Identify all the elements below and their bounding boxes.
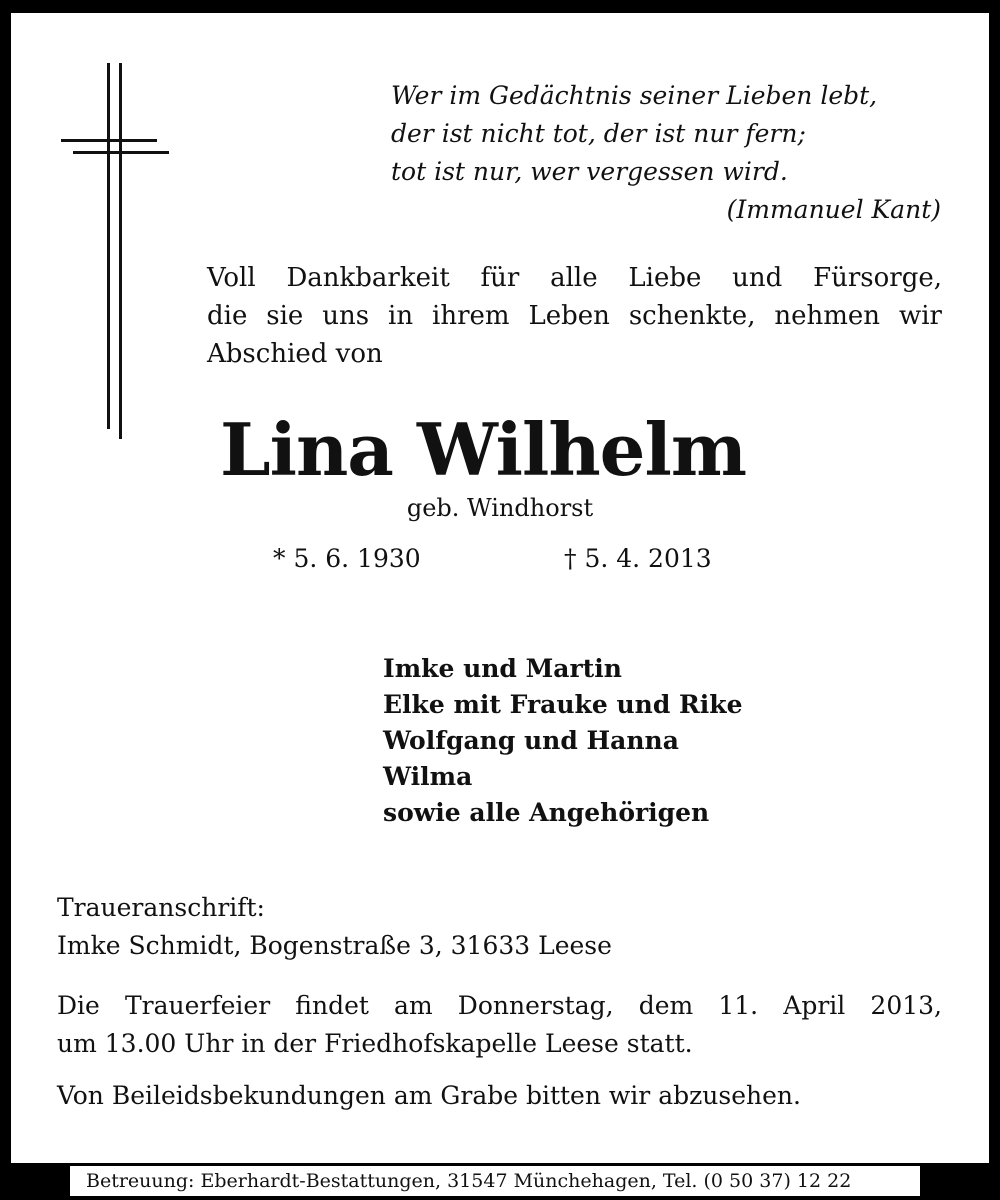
funeral-home-footer — [70, 1166, 920, 1196]
mourner-entry: Wolfgang und Hanna — [383, 726, 679, 755]
intro-line: die sie uns in ihrem Leben schenkte, nehmen wir — [207, 301, 942, 331]
mourner-entry: Imke und Martin — [383, 654, 622, 683]
service-line: Die Trauerfeier findet am Donnerstag, dem 11. April 2013, — [57, 991, 942, 1020]
deceased-name-block — [11, 405, 989, 495]
memorial-quote — [391, 77, 941, 229]
obituary-notice — [11, 13, 989, 1163]
mourner-entry: Wilma — [383, 762, 473, 791]
quote-author: (Immanuel Kant) — [726, 195, 941, 224]
birth-date: * 5. 6. 1930 — [273, 544, 421, 573]
service-info — [57, 987, 942, 1063]
quote-line: tot ist nur, wer vergessen wird. — [391, 157, 788, 186]
footer-text: Betreuung: Eberhardt-Bestattungen, 31547 Münchehagen, Tel. (0 50 37) 12 22 — [86, 1170, 852, 1192]
quote-line: der ist nicht tot, der ist nur fern; — [391, 119, 806, 148]
deceased-name: Lina Wilhelm — [219, 407, 747, 492]
maiden-name: geb. Windhorst — [406, 494, 594, 522]
address-value: Imke Schmidt, Bogenstraße 3, 31633 Leese — [57, 931, 612, 960]
intro-line: Abschied von — [207, 339, 383, 369]
mourner-entry: Elke mit Frauke und Rike — [383, 690, 743, 719]
service-line: um 13.00 Uhr in der Friedhofskapelle Leese statt. — [57, 1029, 693, 1058]
death-date: † 5. 4. 2013 — [564, 544, 712, 573]
address-label: Traueranschrift: — [57, 893, 265, 922]
intro-text — [207, 259, 942, 373]
mourner-entry: sowie alle Angehörigen — [383, 798, 710, 827]
maiden-name-block — [11, 491, 989, 525]
mourners-list — [383, 651, 743, 831]
intro-line: Voll Dankbarkeit für alle Liebe und Fürsorge, — [207, 263, 942, 293]
mourning-address — [57, 889, 612, 965]
condolence-note: Von Beileidsbekundungen am Grabe bitten wir abzusehen. — [57, 1081, 801, 1110]
quote-line: Wer im Gedächtnis seiner Lieben lebt, — [391, 81, 878, 110]
